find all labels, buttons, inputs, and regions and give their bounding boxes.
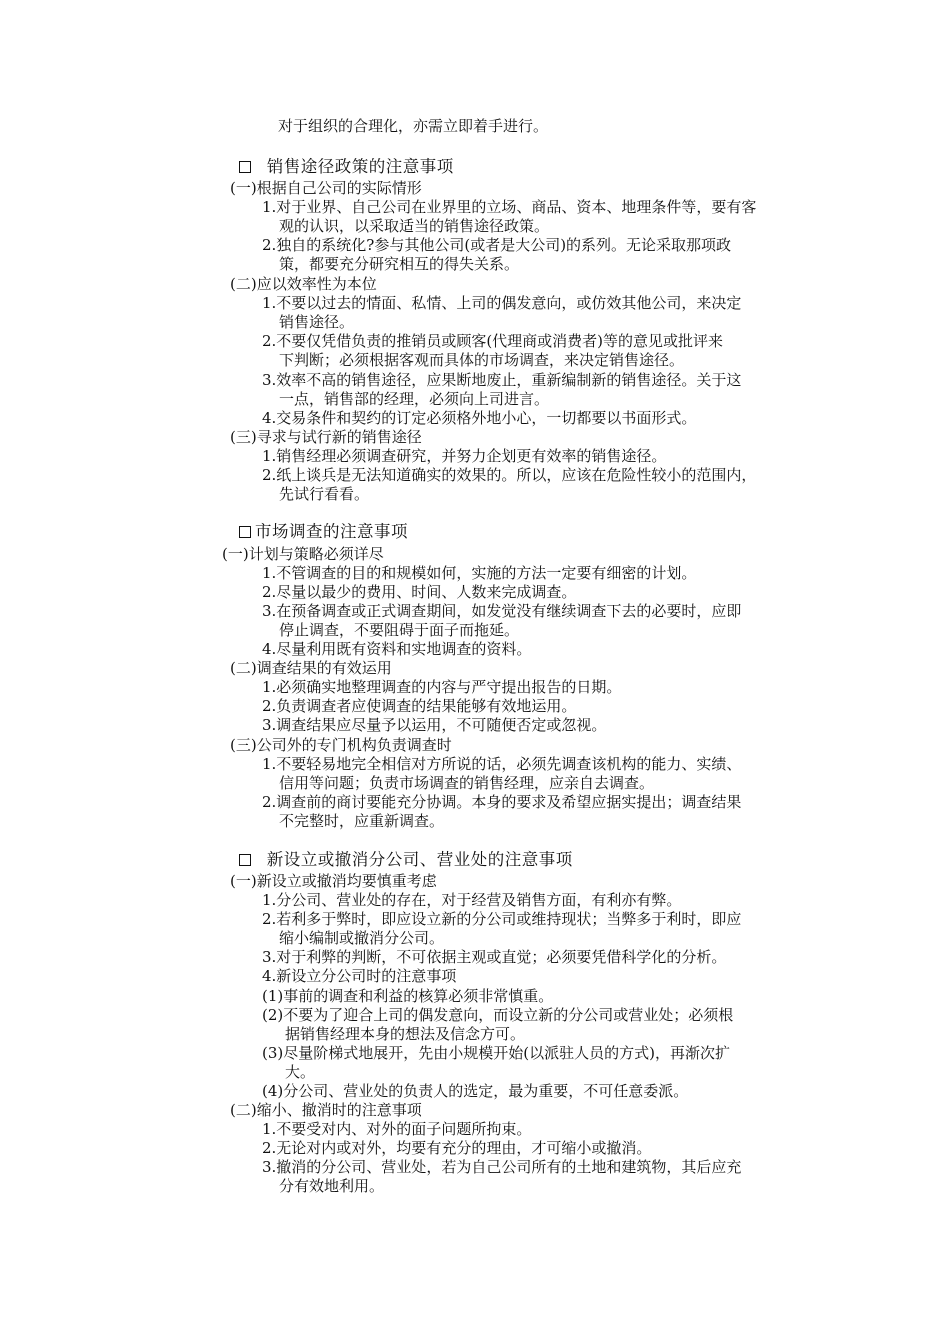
- list-item: 1.销售经理必须调查研究，并努力企划更有效率的销售途径。: [262, 447, 667, 465]
- list-item: 1.分公司、营业处的存在，对于经营及销售方面，有利亦有弊。: [262, 891, 682, 909]
- list-item-cont: 信用等问题；负责市场调查的销售经理，应亲自去调查。: [279, 774, 655, 792]
- section-heading: [239, 850, 573, 870]
- list-item: 1.不要受对内、对外的面子问题所拘束。: [262, 1120, 532, 1138]
- list-item-cont: 观的认识，以采取适当的销售途径政策。: [279, 217, 550, 235]
- sub-item: (3)尽量阶梯式地展开，先由小规模开始(以派驻人员的方式)，再渐次扩: [262, 1044, 730, 1062]
- checkbox-icon: [239, 526, 251, 538]
- list-item-cont: 先试行看看。: [279, 485, 370, 503]
- list-item: 2.不要仅凭借负责的推销员或顾客(代理商或消费者)等的意见或批评来: [262, 332, 724, 350]
- part-heading: (一)计划与策略必须详尽: [222, 545, 384, 563]
- list-item: 2.尽量以最少的费用、时间、人数来完成调查。: [262, 583, 577, 601]
- part-heading: (二)缩小、撤消时的注意事项: [230, 1101, 422, 1119]
- checkbox-icon: [239, 161, 251, 173]
- list-item-cont: 缩小编制或撤消分公司。: [279, 929, 445, 947]
- list-item-cont: 一点，销售部的经理，必须向上司进言。: [279, 390, 550, 408]
- part-heading: (三)公司外的专门机构负责调查时: [230, 736, 452, 754]
- list-item-cont: 策，都要充分研究相互的得失关系。: [279, 255, 520, 273]
- list-item: 2.调查前的商讨要能充分协调。本身的要求及希望应据实提出；调查结果: [262, 793, 742, 811]
- sub-item-cont: 大。: [285, 1063, 316, 1081]
- list-item-cont: 下判断；必须根据客观而具体的市场调查，来决定销售途径。: [279, 351, 685, 369]
- sub-item-cont: 据销售经理本身的想法及信念方可。: [285, 1025, 526, 1043]
- part-heading: (二)调查结果的有效运用: [230, 659, 392, 677]
- list-item: 2.若利多于弊时，即应设立新的分公司或维持现状；当弊多于利时，即应: [262, 910, 742, 928]
- intro-line: 对于组织的合理化，亦需立即着手进行。: [278, 117, 549, 135]
- section-title: 市场调查的注意事项: [255, 522, 408, 541]
- list-item: 4.新设立分公司时的注意事项: [262, 967, 457, 985]
- part-heading: (三)寻求与试行新的销售途径: [230, 428, 422, 446]
- list-item: 2.纸上谈兵是无法知道确实的效果的。所以，应该在危险性较小的范围内，: [262, 466, 757, 484]
- list-item: 4.交易条件和契约的订定必须格外地小心，一切都要以书面形式。: [262, 409, 697, 427]
- list-item: 4.尽量利用既有资料和实地调查的资料。: [262, 640, 532, 658]
- list-item: 1.不管调查的目的和规模如何，实施的方法一定要有细密的计划。: [262, 564, 697, 582]
- checkbox-icon: [239, 854, 251, 866]
- sub-item: (2)不要为了迎合上司的偶发意向，而设立新的分公司或营业处；必须根: [262, 1006, 734, 1024]
- section-heading: [239, 157, 454, 177]
- list-item: 3.在预备调查或正式调查期间，如发觉没有继续调查下去的必要时，应即: [262, 602, 742, 620]
- list-item: 2.独自的系统化?参与其他公司(或者是大公司)的系列。无论采取那项政: [262, 236, 732, 254]
- list-item: 3.调查结果应尽量予以运用，不可随便否定或忽视。: [262, 716, 607, 734]
- list-item: 3.对于利弊的判断，不可依据主观或直觉；必须要凭借科学化的分析。: [262, 948, 727, 966]
- section-title: 销售途径政策的注意事项: [266, 157, 454, 176]
- list-item: 1.必须确实地整理调查的内容与严守提出报告的日期。: [262, 678, 622, 696]
- list-item: 1.不要以过去的情面、私情、上司的偶发意向，或仿效其他公司，来决定: [262, 294, 742, 312]
- list-item-cont: 不完整时，应重新调查。: [279, 812, 445, 830]
- list-item: 3.撤消的分公司、营业处，若为自己公司所有的土地和建筑物，其后应充: [262, 1158, 742, 1176]
- part-heading: (一)新设立或撤消均要慎重考虑: [230, 872, 437, 890]
- list-item: 1.对于业界、自己公司在业界里的立场、商品、资本、地理条件等，要有客: [262, 198, 757, 216]
- list-item: 2.负责调查者应使调查的结果能够有效地运用。: [262, 697, 577, 715]
- list-item-cont: 销售途径。: [279, 313, 355, 331]
- section-heading: [239, 522, 408, 542]
- part-heading: (一)根据自己公司的实际情形: [230, 179, 422, 197]
- section-title: 新设立或撤消分公司、营业处的注意事项: [266, 850, 573, 869]
- list-item: 3.效率不高的销售途径，应果断地废止，重新编制新的销售途径。关于这: [262, 371, 742, 389]
- part-heading: (二)应以效率性为本位: [230, 275, 377, 293]
- list-item-cont: 停止调查，不要阻碍于面子而拖延。: [279, 621, 520, 639]
- list-item-cont: 分有效地利用。: [279, 1177, 385, 1195]
- sub-item: (1)事前的调查和利益的核算必须非常慎重。: [262, 987, 554, 1005]
- sub-item: (4)分公司、营业处的负责人的选定，最为重要，不可任意委派。: [262, 1082, 689, 1100]
- list-item: 1.不要轻易地完全相信对方所说的话，必须先调查该机构的能力、实绩、: [262, 755, 742, 773]
- list-item: 2.无论对内或对外，均要有充分的理由，才可缩小或撤消。: [262, 1139, 652, 1157]
